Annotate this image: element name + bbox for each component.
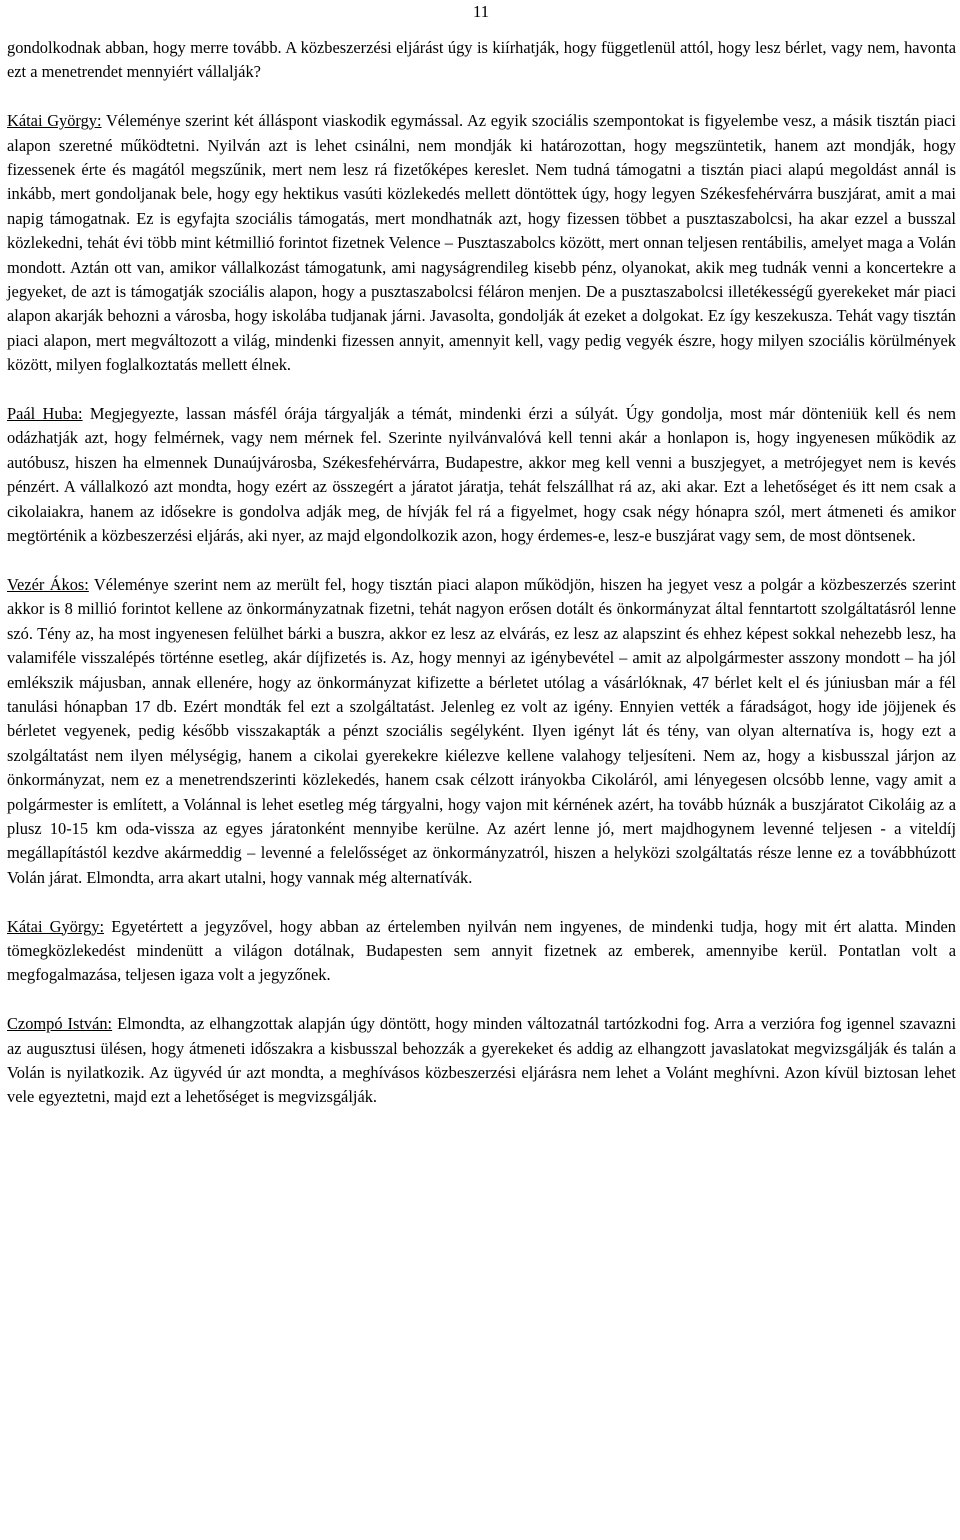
paragraph-continuation — [7, 36, 956, 85]
paragraph-vezer — [7, 573, 956, 890]
paragraph-text: Megjegyezte, lassan másfél órája tárgyalják a témát, mindenki érzi a súlyát. Úgy gondolja, most már dönteniük kell és nem odázhatják azt, hogy felmérnek, vagy nem mérnek fel. Szerinte nyilvánvalóvá kell tenni akár a honlapon is, hogy ingyenesen működik az autóbusz, hiszen ha elmennek Dunaújvárosba, Székesfehérvárra, Budapestre, akkor meg kell venni a buszjegyet, a metrójegyet nem is kevés pénzért. A vállalkozó azt mondta, hogy ezért az összegért a járatot járatja, tehát felszállhat rá az, aki akar. Ezt a lehetőséget és itt nem csak a cikolaiakra, hanem az idősekre is gondolva adják meg, de hívják fel rá a figyelmet, hogy csak négy hónapra szól, mert átmeneti és amikor megtörténik a közbeszerzési eljárás, aki nyer, az majd elgondolkozik azon, hogy érdemes-e, lesz-e buszjárat vagy sem, de most döntsenek. — [7, 404, 957, 546]
paragraph-czompo — [7, 1012, 956, 1110]
speaker-name: Kátai György: — [7, 111, 102, 131]
document-body — [7, 36, 956, 1110]
paragraph-text: Véleménye szerint két álláspont viaskodik egymással. Az egyik szociális szempontokat is figyelembe vesz, a másik tisztán piaci alapon szeretné működtetni. Nyilván azt is lehet csinálni, nem mondják ki határozottan, hogy megszüntetik, hanem azt mondják, hogy fizessenek érte és magától megszűnik, mert nem lesz rá fizetőképes kereslet. Nem tudná támogatni a tisztán piaci alapú megoldást annál is inkább, mert gondoljanak bele, hogy egy hektikus vasúti közlekedés mellett döntöttek úgy, hogy legyen Székesfehérvárra buszjárat, amit a mai napig támogatnak. Ez is egyfajta szociális támogatás, mert mondhatnák azt, hogy fizessen többet a pusztaszabolcsi, ha akar ezzel a busszal közlekedni, tehát évi több mint kétmillió forintot fizetnek Velence – Pusztaszabolcs között, mert onnan teljesen rentábilis, amelyet maga a Volán mondott. Aztán ott van, amikor vállalkozást támogatunk, ami nagyságrendileg kisebb pénz, olyanokat, akik meg tudnák venni a koncertekre a jegyeket, de azt is támogatják szociális alapon, hogy a pusztaszabolcsi féláron menjen. De a pusztaszabolcsi illetékességű gyerekeket már piaci alapon akarják behozni a városba, hogy iskolába tudjanak járni. Javasolta, gondolják át ezeket a dolgokat. Ez így keszekusza. Tehát vagy tisztán piaci alapon, mert megváltozott a világ, mindenki fizessen annyit, amennyit kell, vagy pedig vegyék észre, hogy milyen szociális körülmények között, milyen foglalkoztatás mellett élnek. — [7, 111, 956, 375]
speaker-name: Czompó István: — [7, 1014, 113, 1034]
paragraph-text: Egyetértett a jegyzővel, hogy abban az értelemben nyilván nem ingyenes, de mindenki tudja, hogy mit ért alatta. Minden tömegközlekedést mindenütt a világon dotálnak, Budapesten sem annyit fizetnek az emberek, amennyibe kerül. Pontatlan volt a megfogalmazása, teljesen igaza volt a jegyzőnek. — [7, 916, 956, 985]
paragraph-paal — [7, 402, 956, 548]
page-number: 11 — [472, 2, 490, 21]
paragraph-katai-1 — [7, 109, 956, 377]
paragraph-text: Véleménye szerint nem az merült fel, hogy tisztán piaci alapon működjön, hiszen ha jegyet vesz a polgár a közbeszerzés szerint akkor is 8 millió forintot kellene az önkormányzatnak fizetni, tehát nagyon erősen dotált és önkormányzat által fenntartott szolgáltatásról lenne szó. Tény az, ha most ingyenesen felülhet bárki a buszra, akkor ez lesz az elvárás, ez lesz az alapszint és ehhez képest sokkal nehezebb lesz, ha valamiféle visszalépés történne esetleg, akár díjfizetés is. Az, hogy mennyi az igénybevétel – amit az alpolgármester asszony mondott – ha jól emlékszik májusban, annak ellenére, hogy az önkormányzat kifizette a bérletet utólag a vásárlóknak, 47 bérlet kelt el és júniusban már a fél tanulási hónapban 17 db. Ezért mondták fel ezt a szolgáltatást. Jelenleg ez volt az igény. Ennyien vették a fáradságot, hogy ide jöjjenek és bérletet vegyenek, pedig később visszakapták a pénzt szociális segélyként. Ilyen igényt lát és tény, van olyan alternatíva is, hogy ezt a szolgáltatást nem ilyen mélységig, hanem a cikolai gyerekekre kiélezve kellene valahogy teljesíteni. Nem az, hogy a kisbusszal járjon az önkormányzat, nem ez a menetrendszerinti közlekedés, hanem csak célzott irányokba Cikoláról, ami lényegesen olcsóbb lenne, vagy amit a polgármester is említett, a Volánnal is lehet esetleg még tárgyalni, hogy vajon mit kérnének azért, ha tovább húznák a buszjáratot Cikoláig az a plusz 10-15 km oda-vissza az egyes járatonként mennyibe kerülne. Az azért lenne jó, mert majdhogynem levenné teljesen - a viteldíj megállapítástól kezdve akármeddig – levenné a felelősséget az önkormányzatról, hiszen a helyközi szolgáltatás része lenne ez a továbbhúzott Volán járat. Elmondta, arra akart utalni, hogy vannak még alternatívák. — [7, 574, 956, 887]
paragraph-text: gondolkodnak abban, hogy merre tovább. A közbeszerzési eljárást úgy is kiírhatják, hogy függetlenül attól, hogy lesz bérlet, vagy nem, havonta ezt a menetrendet mennyiért vállalják? — [7, 38, 956, 82]
paragraph-text: Elmondta, az elhangzottak alapján úgy döntött, hogy minden változatnál tartózkodni fog. Arra a verzióra fog igennel szavazni az augusztusi ülésen, hogy átmeneti időszakra a kisbusszal behozzák a gyerekeket és addig az elhangzott javaslatokat megvizsgálják és talán a Volán is nyilatkozik. Az ügyvéd úr azt mondta, a meghívásos közbeszerzési eljárásra nem lehet a Volánt meghívni. Azon kívül biztosan lehet vele egyeztetni, majd ezt a lehetőséget is megvizsgálják. — [7, 1014, 956, 1107]
speaker-name: Vezér Ákos: — [7, 574, 89, 594]
paragraph-katai-2 — [7, 915, 956, 988]
speaker-name: Paál Huba: — [7, 404, 83, 424]
speaker-name: Kátai György: — [7, 916, 105, 936]
